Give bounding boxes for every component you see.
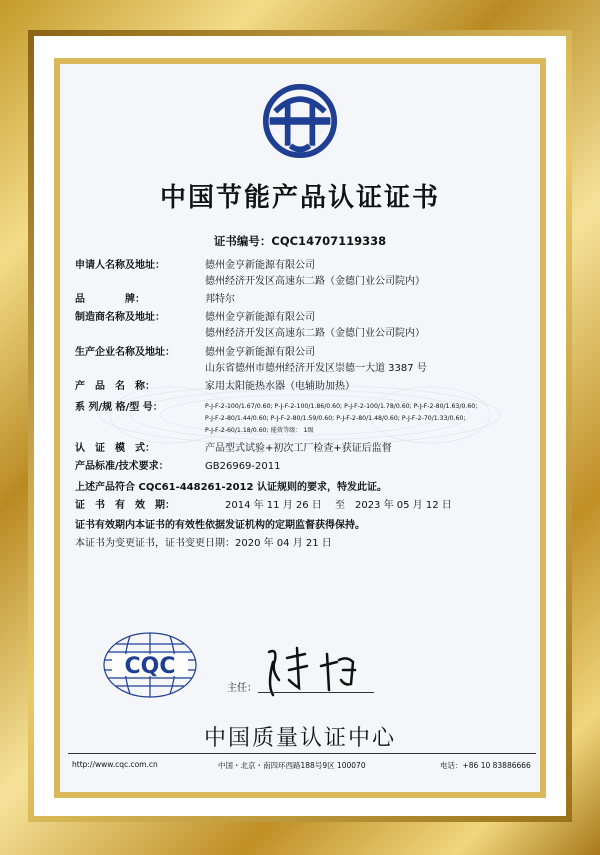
- field-value: 德州金亨新能源有限公司: [205, 312, 315, 323]
- field-label: 产品标准/技术要求：: [75, 461, 169, 472]
- field-label: 品 牌：: [75, 294, 145, 305]
- field-label: 证 书 有 效 期：: [75, 500, 175, 511]
- issuing-organization: 中国质量认证中心: [203, 726, 396, 751]
- field-label: 制造商名称及地址：: [75, 312, 165, 323]
- field-value: 德州经济开发区高速东二路（金德门业公司院内）: [205, 328, 425, 339]
- certificate-title: 中国节能产品认证证书: [159, 183, 440, 213]
- certificate-number: 证书编号：CQC14707119338: [213, 234, 387, 248]
- field-label: 申请人名称及地址：: [75, 260, 165, 271]
- field-value: 产品型式试验+初次工厂检查+获证后监督: [205, 443, 392, 454]
- field-value: P-J-F-2-100/1.67/0.60; P-J-F-2-100/1.86/0.60; P-J-F-2-100/1.78/0.60; P-J-F-2-80/1.63/0.60;: [205, 403, 478, 410]
- footer-phone: 电话：+86 10 83886666: [440, 761, 531, 770]
- change-note: 本证书为变更证书，证书变更日期：2020 年 04 月 21 日: [75, 538, 332, 549]
- field-value: 德州经济开发区高速东二路（金德门业公司院内）: [205, 276, 425, 287]
- compliance-statement: 上述产品符合 CQC61-448261-2012 认证规则的要求，特发此证。: [75, 482, 387, 493]
- footer-address: 中国・北京・南四环西路188号9区 100070: [218, 761, 366, 770]
- field-value: 德州金亨新能源有限公司: [205, 260, 315, 271]
- director-label: 主任：: [227, 683, 257, 694]
- footer-website: http://www.cqc.com.cn: [72, 760, 158, 769]
- field-value: GB26969-2011: [205, 461, 281, 472]
- signature-line: [258, 692, 374, 693]
- footer-divider: [68, 753, 536, 754]
- field-value: P-J-F-2-80/1.44/0.60; P-J-F-2-80/1.59/0.60; P-J-F-2-80/1.48/0.60; P-J-F-2-70/1.33/0.60;: [205, 415, 466, 422]
- field-value: 德州金亨新能源有限公司: [205, 347, 315, 358]
- field-label: 认 证 模 式：: [75, 443, 155, 454]
- energy-saving-logo: [262, 83, 338, 159]
- cqc-logo: [100, 630, 200, 700]
- director-signature: [227, 640, 387, 700]
- field-value: P-J-F-2-60/1.18/0.60; 能效等级： 1级: [205, 427, 314, 434]
- field-label: 产 品 名 称：: [75, 381, 155, 392]
- field-value: 2014 年 11 月 26 日 至 2023 年 05 月 12 日: [225, 500, 452, 511]
- field-label: 生产企业名称及地址：: [75, 347, 175, 358]
- validity-note: 证书有效期内本证书的有效性依据发证机构的定期监督获得保持。: [75, 520, 365, 531]
- field-value: 邦特尔: [205, 294, 235, 305]
- field-label: 系 列/规 格/型 号：: [75, 402, 163, 413]
- svg-text:CQC: CQC: [124, 654, 176, 679]
- field-value: 家用太阳能热水器（电辅助加热）: [205, 381, 355, 392]
- field-value: 山东省德州市德州经济开发区崇德一大道 3387 号: [205, 363, 427, 374]
